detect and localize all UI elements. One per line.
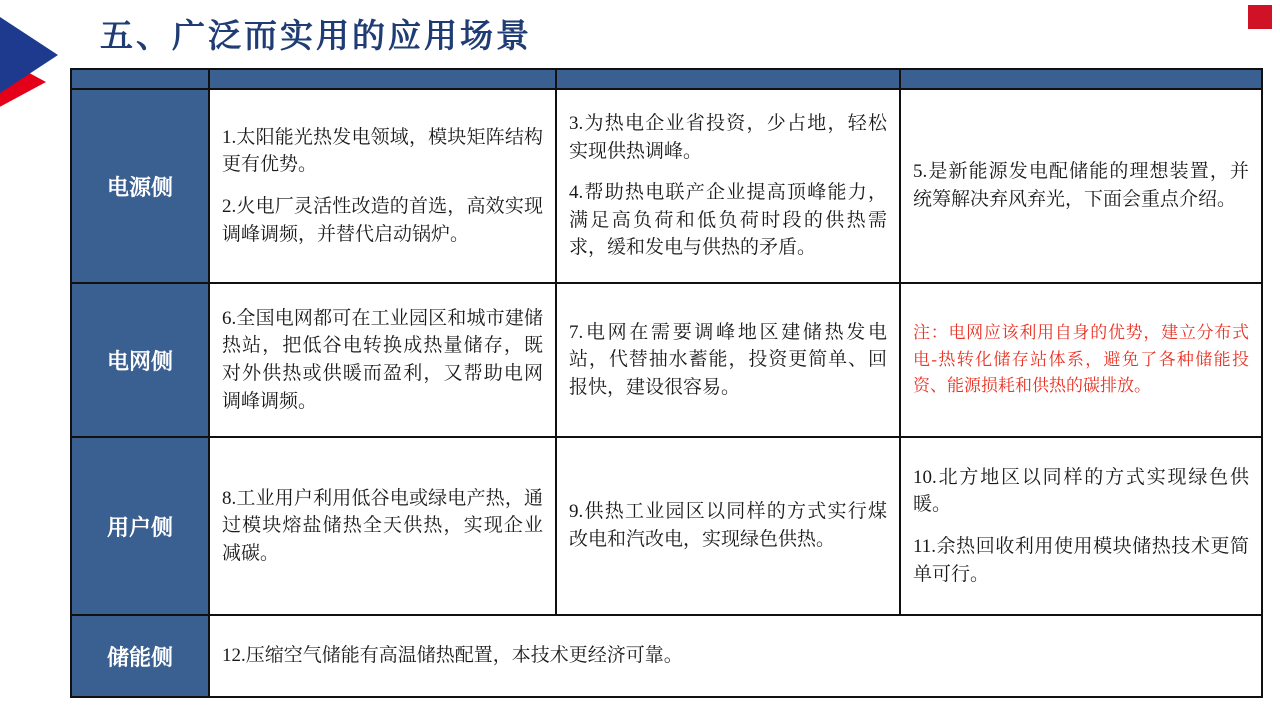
row-header-grid-side: 电网侧: [72, 284, 208, 436]
cell-paragraph: 10.北方地区以同样的方式实现绿色供暖。: [913, 466, 1249, 516]
cell-paragraph: 5.是新能源发电配储能的理想装置，并统筹解决弃风弃光，下面会重点介绍。: [913, 161, 1249, 210]
table-header-strip-cell: [901, 70, 1261, 88]
table-cell: [901, 438, 1261, 614]
cell-paragraph: 6.全国电网都可在工业园区和城市建储热站，把低谷电转换成热量储存，既对外供热或供暖而盈利，又帮助电网调峰调频。: [222, 307, 543, 412]
table-header-strip-cell: [210, 70, 555, 88]
cell-paragraph: 2.火电厂灵活性改造的首选，高效实现调峰调频，并替代启动锅炉。: [222, 196, 543, 245]
cell-paragraph: 8.工业用户利用低谷电或绿电产热，通过模块熔盐储热全天供热，实现企业减碳。: [222, 487, 543, 564]
table-cell-note: [901, 284, 1261, 436]
table-header-strip-cell: [557, 70, 899, 88]
slide-title: 五、广泛而实用的应用场景: [100, 19, 532, 55]
table-cell-merged: [210, 616, 1261, 696]
table-cell: [557, 284, 899, 436]
cell-paragraph: 11.余热回收利用使用模块储热技术更简单可行。: [913, 536, 1249, 585]
table-cell: [557, 90, 899, 282]
cell-paragraph: 1.太阳能光热发电领域，模块矩阵结构更有优势。: [222, 126, 543, 176]
cell-paragraph: 注：电网应该利用自身的优势，建立分布式电-热转化储存站体系，避免了各种储能投资、能源损耗和供热的碳排放。: [913, 323, 1249, 396]
table-cell: [210, 438, 555, 614]
blue-arrow-shape: [0, 13, 58, 97]
corner-red-square: [1248, 5, 1272, 29]
row-header-storage-side: 储能侧: [72, 616, 208, 696]
cell-paragraph: 12.压缩空气储能有高温储热配置，本技术更经济可靠。: [222, 645, 683, 667]
cell-paragraph: 3.为热电企业省投资，少占地，轻松实现供热调峰。: [569, 113, 887, 162]
table-cell: [210, 90, 555, 282]
cell-paragraph: 9.供热工业园区以同样的方式实行煤改电和汽改电，实现绿色供热。: [569, 501, 887, 550]
row-header-user-side: 用户侧: [72, 438, 208, 614]
table-header-strip-cell: [72, 70, 208, 88]
row-header-power-side: 电源侧: [72, 90, 208, 282]
cell-paragraph: 7.电网在需要调峰地区建储热发电站，代替抽水蓄能，投资更简单、回报快，建设很容易。: [569, 321, 887, 398]
application-scenarios-table: [70, 68, 1263, 698]
table-cell: [210, 284, 555, 436]
table-cell: [901, 90, 1261, 282]
cell-paragraph: 4.帮助热电联产企业提高顶峰能力，满足高负荷和低负荷时段的供热需求，缓和发电与供热的矛盾。: [569, 182, 887, 259]
table-cell: [557, 438, 899, 614]
